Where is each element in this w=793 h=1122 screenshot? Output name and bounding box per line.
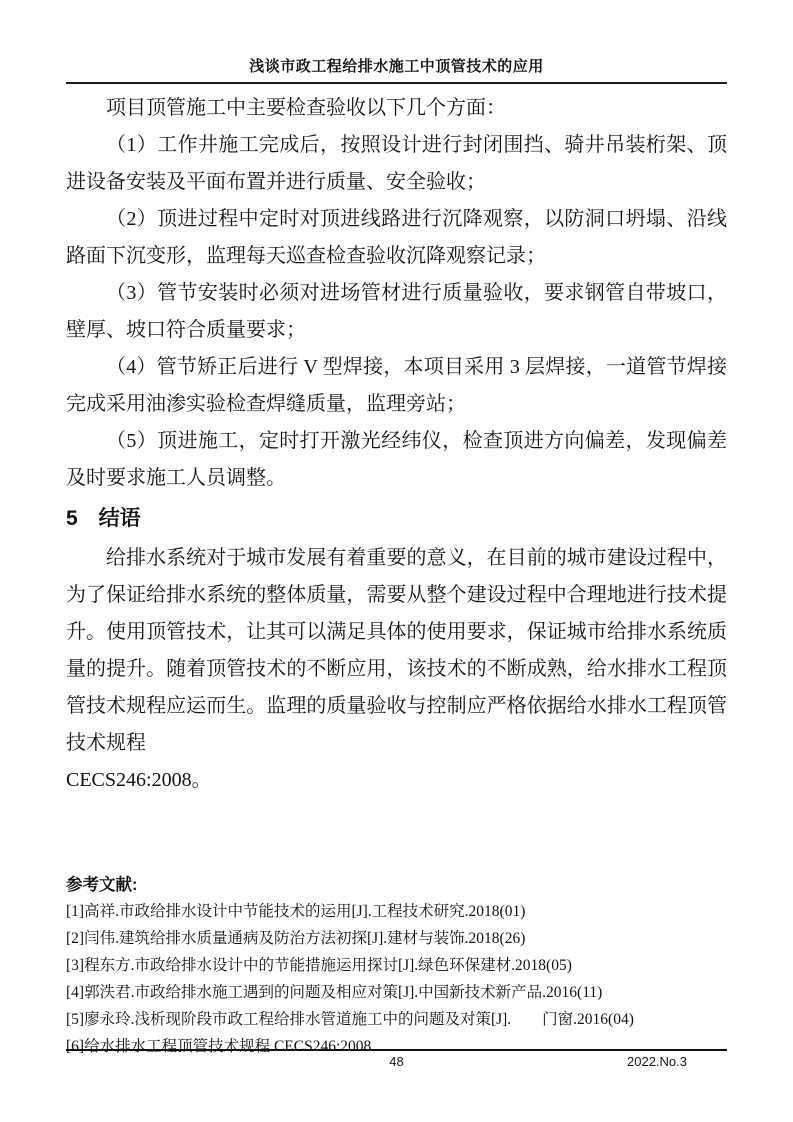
paragraph-item-1: （1）工作井施工完成后，按照设计进行封闭围挡、骑井吊装桁架、顶进设备安装及平面布置并进行质量、安全验收； [66, 134, 727, 193]
page-number: 48 [389, 1054, 404, 1069]
reference-item-4: [4]郭泆君.市政给排水施工遇到的问题及相应对策[J].中国新技术新产品.2016(11) [66, 984, 603, 1001]
references-section [66, 873, 727, 1060]
reference-item-6: [6]给水排水工程顶管技术规程 CECS246:2008 [66, 1038, 372, 1055]
reference-item-2: [2]闫伟.建筑给排水质量通病及防治方法初探[J].建材与装饰.2018(26) [66, 930, 526, 947]
paragraph-item-3: （3）管节安装时必须对进场管材进行质量验收，要求钢管自带坡口，壁厚、坡口符合质量要求； [66, 282, 727, 341]
paragraph-item-2: （2）顶进过程中定时对顶进线路进行沉降观察，以防洞口坍塌、沿线路面下沉变形，监理每天巡查检查验收沉降观察记录； [66, 208, 727, 267]
page-header [66, 0, 727, 84]
issue-label: 2022.No.3 [627, 1054, 687, 1069]
paragraph-intro: 项目顶管施工中主要检查验收以下几个方面： [106, 97, 506, 119]
reference-item-1: [1]高祥.市政给排水设计中节能技术的运用[J].工程技术研究.2018(01) [66, 903, 526, 920]
paragraph-conclusion-tail: CECS246:2008。 [66, 769, 212, 791]
paragraph-item-5: （5）顶进施工，定时打开激光经纬仪，检查顶进方向偏差，发现偏差及时要求施工人员调整。 [66, 430, 727, 489]
running-title: 浅谈市政工程给排水施工中顶管技术的应用 [249, 59, 544, 75]
page-body [66, 90, 727, 1060]
section-heading-conclusion: 5 结语 [66, 507, 141, 530]
paragraph-item-4: （4）管节矫正后进行 V 型焊接，本项目采用 3 层焊接，一道管节焊接完成采用油渗实验检查焊缝质量，监理旁站； [66, 356, 727, 415]
references-heading: 参考文献: [66, 876, 138, 894]
reference-item-3: [3]程东方.市政给排水设计中的节能措施运用探讨[J].绿色环保建材.2018(05) [66, 957, 572, 974]
paragraph-conclusion: 给排水系统对于城市发展有着重要的意义，在目前的城市建设过程中，为了保证给排水系统的整体质量，需要从整个建设过程中合理地进行技术提升。使用顶管技术，让其可以满足具体的使用要求，保证城市给排水系统质量的提升。随着顶管技术的不断应用，该技术的不断成熟，给水排水工程顶管技术规程应运而生。监理的质量验收与控制应严格依据给水排水工程顶管技术规程 [66, 547, 727, 754]
reference-item-5: [5]廖永玲.浅析现阶段市政工程给排水管道施工中的问题及对策[J]. 门窗.2016(04) [66, 1011, 634, 1028]
page-footer [66, 1049, 727, 1081]
